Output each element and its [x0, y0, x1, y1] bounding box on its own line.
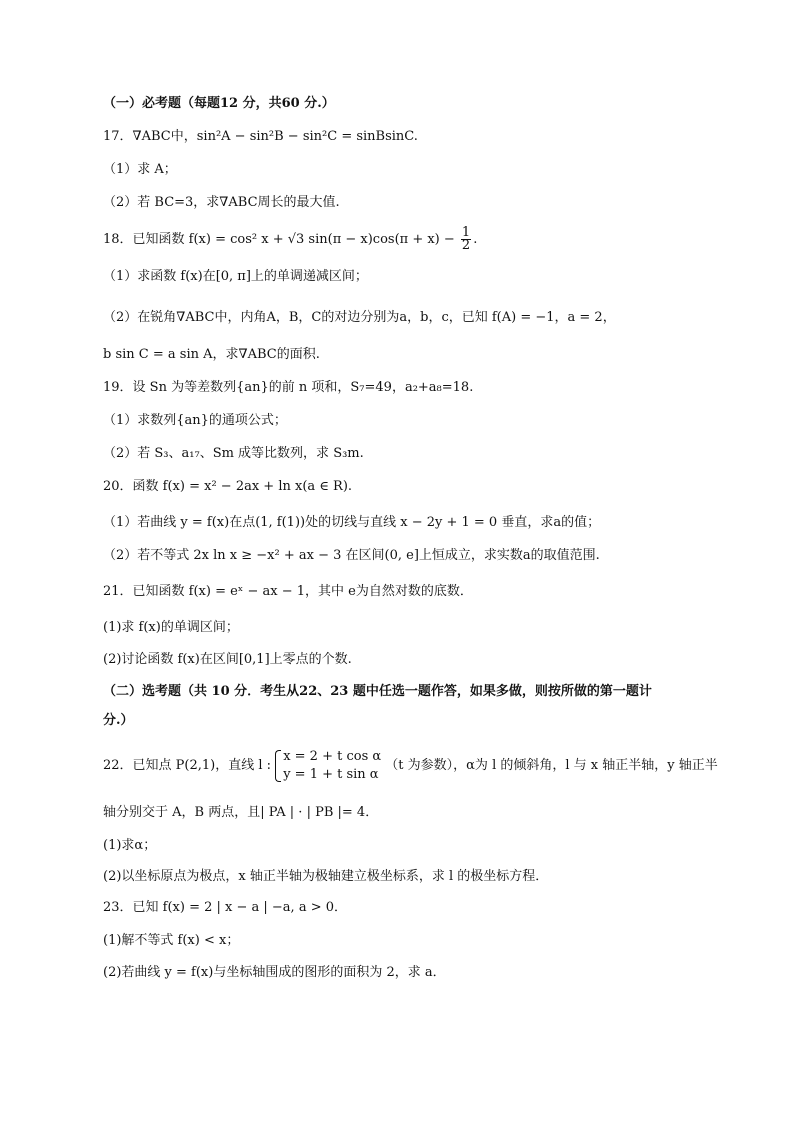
q20-stem: 20．函数 f(x) = x² − 2ax + ln x(a ∈ R). [103, 479, 353, 494]
q22-stem-continued: 轴分别交于 A，B 两点，且| PA | · | PB |= 4． [103, 805, 379, 820]
q22-equation-y: y = 1 + t sin α [283, 766, 379, 782]
q22-equation-x: x = 2 + t cos α [283, 748, 382, 764]
q18-fraction-numerator: 1 [461, 225, 471, 240]
q17-stem: 17．∇ABC中，sin²A − sin²B − sin²C = sinBsinC. [103, 129, 418, 144]
q23-stem: 23．已知 f(x) = 2 | x − a | −a, a > 0． [103, 900, 348, 915]
q18-part2: （2）在锐角∇ABC中，内角A，B，C的对边分别为a，b，c，已知 f(A) = −1，a = 2， [103, 310, 616, 325]
section-heading-optional: （二）选考题（共 10 分．考生从22、23 题中任选一题作答，如果多做，则按所做的第一题计 [103, 684, 652, 699]
section-heading-optional-cont: 分.） [103, 713, 134, 728]
q18-part2-continued: b sin C = a sin A，求∇ABC的面积. [103, 347, 320, 362]
q18-fraction-denominator: 2 [461, 238, 471, 253]
q22-equation-system [275, 748, 381, 784]
q18-stem-text: 18．已知函数 f(x) = cos² x + √3 sin(π − x)cos(π + x) − [103, 232, 455, 247]
q19-part2: （2）若 S₃、a₁₇、Sm 成等比数列，求 S₃m. [103, 446, 364, 461]
q22-stem [103, 746, 718, 786]
q22-part1: (1)求α； [103, 838, 157, 853]
q18-fraction [461, 227, 471, 252]
q22-stem-text-end: （t 为参数），α为 l 的倾斜角，l 与 x 轴正半轴，y 轴正半 [385, 758, 718, 773]
q21-part1: (1)求 f(x)的单调区间； [103, 620, 239, 635]
q23-part1: (1)解不等式 f(x) < x； [103, 933, 240, 948]
q23-part2: (2)若曲线 y = f(x)与坐标轴围成的图形的面积为 2，求 a． [103, 965, 446, 980]
q17-part1: （1）求 A； [103, 162, 177, 177]
q18-part1: （1）求函数 f(x)在[0, π]上的单调递减区间； [103, 269, 368, 284]
q21-part2: (2)讨论函数 f(x)在区间[0,1]上零点的个数. [103, 652, 352, 667]
q18-stem-end: . [473, 232, 478, 247]
q21-stem: 21．已知函数 f(x) = eˣ − ax − 1，其中 e为自然对数的底数． [103, 584, 473, 599]
section-heading-required: （一）必考题（每题12 分，共60 分.） [103, 96, 335, 111]
q17-part2: （2）若 BC=3，求∇ABC周长的最大值. [103, 195, 340, 210]
q22-part2: (2)以坐标原点为极点，x 轴正半轴为极轴建立极坐标系，求 l 的极坐标方程． [103, 869, 549, 884]
q22-stem-text: 22．已知点 P(2,1)，直线 l : [103, 758, 272, 773]
q18-stem [103, 227, 704, 253]
q20-part1: （1）若曲线 y = f(x)在点(1, f(1))处的切线与直线 x − 2y + 1 = 0 垂直，求a的值； [103, 515, 601, 530]
q19-part1: （1）求数列{an}的通项公式； [103, 413, 287, 428]
q19-stem: 19．设 Sn 为等差数列{an}的前 n 项和，S₇=49，a₂+a₈=18. [103, 380, 474, 395]
q20-part2: （2）若不等式 2x ln x ≥ −x² + ax − 3 在区间(0, e]上恒成立，求实数a的取值范围. [103, 548, 600, 563]
